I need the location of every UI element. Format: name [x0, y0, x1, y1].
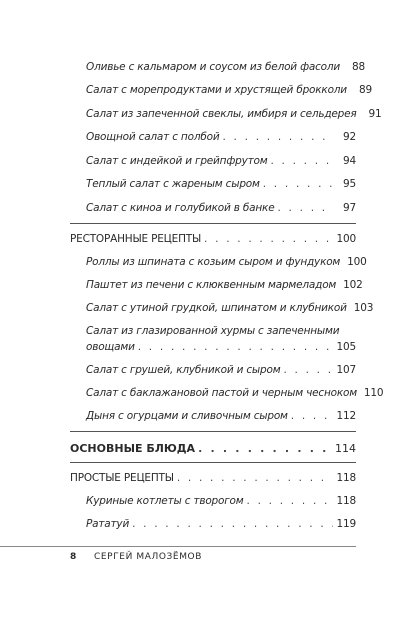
toc-entry-title: Оливье с кальмаром и соусом из белой фасоли: [86, 61, 341, 73]
toc-entry-page: 110: [363, 387, 384, 399]
toc-entry-page: 100: [336, 233, 356, 245]
dot-leader: [291, 410, 333, 422]
footer-page-number: 8: [70, 552, 77, 562]
toc-entry-page: 118: [336, 495, 356, 507]
toc-entry-title: Салат с киноа и голубикой в банке: [86, 202, 275, 214]
toc-category-title: ПРОСТЫЕ РЕЦЕПТЫ: [70, 472, 174, 484]
toc-chapter-title: ОСНОВНЫЕ БЛЮДА: [70, 442, 196, 455]
toc-category[interactable]: [70, 472, 356, 484]
dot-leader: [263, 178, 334, 190]
toc-entry[interactable]: [86, 341, 356, 353]
dot-leader: [177, 472, 333, 484]
toc-entry-page: 100: [347, 256, 367, 268]
dot-leader: [132, 518, 332, 530]
toc-entry-title: Овощной салат с полбой: [86, 131, 220, 143]
toc-category-title: РЕСТОРАННЫЕ РЕЦЕПТЫ: [70, 233, 202, 245]
toc-entry-title: Салат с утиной грудкой, шпинатом и клубникой: [86, 302, 347, 314]
dot-leader: [247, 495, 333, 507]
toc-entry[interactable]: [86, 84, 372, 96]
toc-entry-page: 92: [343, 131, 356, 143]
toc-entry-title-line2: овощами: [86, 341, 135, 353]
toc-entry-title: Куриные котлеты с творогом: [86, 495, 244, 507]
toc-entry-title: Салат из запеченной свеклы, имбиря и сельдерея: [86, 108, 357, 120]
dot-leader: [138, 341, 333, 353]
toc-entry[interactable]: [86, 131, 356, 143]
section-divider: [70, 462, 356, 463]
toc-entry[interactable]: [86, 279, 363, 291]
toc-entry-page: 105: [336, 341, 356, 353]
dot-leader: [283, 364, 332, 376]
toc-entry-page: 118: [336, 472, 356, 484]
toc-entry-page: 112: [336, 410, 356, 422]
toc-entry-title: Салат с баклажановой пастой и черным чесноком: [86, 387, 357, 399]
toc-entry[interactable]: [86, 410, 356, 422]
toc-entry-title: Теплый салат с жареным сыром: [86, 178, 260, 190]
dot-leader: [270, 155, 334, 167]
toc-entry[interactable]: [86, 387, 384, 399]
toc-category[interactable]: [70, 233, 356, 245]
toc-chapter[interactable]: [70, 442, 356, 455]
dot-leader: [204, 233, 333, 245]
toc-entry-title: Салат с индейкой и грейпфрутом: [86, 155, 268, 167]
toc-entry[interactable]: [86, 202, 356, 214]
toc-entry-page: 103: [353, 302, 374, 314]
toc-entry[interactable]: [86, 108, 382, 120]
dot-leader: [198, 442, 331, 455]
toc-entry[interactable]: [86, 495, 356, 507]
toc-entry-page: 89: [358, 84, 372, 96]
section-divider: [70, 431, 356, 432]
toc-entry-title-line1: Салат из глазированной хурмы с запеченными: [86, 325, 340, 337]
toc-entry-page: 88: [352, 61, 366, 73]
toc-entry-page: 94: [343, 155, 356, 167]
footer-author: СЕРГЕЙ МАЛОЗЁМОВ: [94, 552, 203, 562]
toc-entry-title: Рататуй: [86, 518, 130, 530]
dot-leader: [277, 202, 334, 214]
toc-entry-page: 97: [343, 202, 356, 214]
toc-entry-title: Салат с морепродуктами и хрустящей брокколи: [86, 84, 347, 96]
toc-entry[interactable]: [86, 302, 374, 314]
section-divider: [70, 223, 356, 224]
toc-entry-page: 107: [336, 364, 356, 376]
toc-entry[interactable]: [86, 178, 356, 190]
toc-entry-title: Роллы из шпината с козьим сыром и фундуком: [86, 256, 341, 268]
footer-rule: [0, 546, 356, 547]
toc-entry[interactable]: [86, 256, 367, 268]
toc-entry[interactable]: [86, 61, 366, 73]
toc-entry-title: Дыня с огурцами и сливочным сыром: [86, 410, 288, 422]
toc-entry[interactable]: [86, 364, 356, 376]
toc-entry-page: 114: [335, 442, 356, 455]
toc-entry[interactable]: [86, 518, 356, 530]
toc-entry-page: 91: [368, 108, 382, 120]
toc-entry-title: Паштет из печени с клюквенным мармеладом: [86, 279, 337, 291]
toc-entry-page: 119: [336, 518, 356, 530]
toc-entry-title: Салат с грушей, клубникой и сыром: [86, 364, 281, 376]
toc-entry-page: 102: [343, 279, 363, 291]
dot-leader: [222, 131, 334, 143]
toc-entry-page: 95: [343, 178, 356, 190]
toc-entry[interactable]: [86, 155, 356, 167]
